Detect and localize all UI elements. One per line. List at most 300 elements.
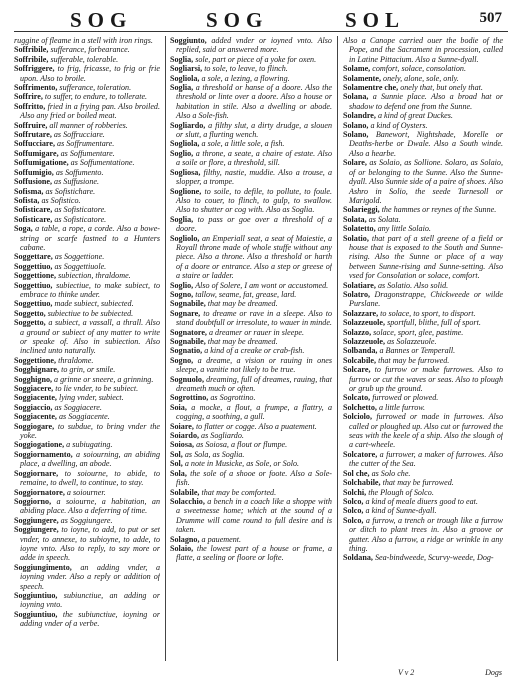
dictionary-entry [343,309,503,318]
entry-headword: Sol, [170,459,183,469]
entry-headword: Soggiuntiuo, [14,609,58,619]
entry-headword: Sogliarsi, [170,64,203,74]
dictionary-entry [343,121,503,130]
entry-definition: as Sogrottino. [210,393,256,403]
entry-definition: a subiugating. [66,440,113,450]
running-head-center: SOG [206,8,269,32]
dictionary-entry [343,36,503,64]
entry-definition: that part of a stell greene of a field or house that is exposed to the South and Sunne-rising. Also the Sunne or place of a way between Sunne-rising and Sunne-setting. Also vsed for Consolation or solace, comfort. [349,233,503,281]
entry-headword: Solagno, [170,534,200,544]
dictionary-entry [343,130,503,158]
entry-definition: a pauement. [201,534,242,544]
entry-definition: that may be comforted. [201,487,277,497]
dictionary-entry [14,488,160,497]
entry-definition: subiectiue to be subiected. [47,308,134,318]
dictionary-entry [170,55,332,64]
dictionary-entry [14,403,160,412]
dictionary-entry [343,215,503,224]
entry-headword: Soglione, [170,186,202,196]
dictionary-entry [343,224,503,233]
dictionary-entry [14,149,160,158]
dictionary-entry [170,36,332,55]
entry-definition: the sole of a shooe or foote. Also a Sole-fish. [176,468,332,488]
entry-headword: Solata, [343,214,367,224]
entry-definition: sufferance, forbearance. [50,45,130,55]
entry-definition: a kind of a creake or crab-fish. [204,346,305,356]
dictionary-entry [170,459,332,468]
dictionary-entry [170,309,332,328]
dictionary-entry [170,497,332,535]
entry-headword: Solabile, [170,487,200,497]
entry-definition: to pass or goe over a threshold of a doore. [176,214,332,234]
entry-definition: a kind of great Duckes. [377,111,453,121]
entry-headword: Sol che, [343,468,370,478]
entry-definition: Dragonstrappe, Chickweede or wilde Purslane. [349,289,503,309]
entry-headword: Solandre, [343,111,376,121]
entry-headword: Soffusione, [14,177,53,187]
entry-headword: Solchi, [343,487,367,497]
entry-headword: Soga, [14,224,33,234]
entry-headword: Sognabile, [170,299,206,309]
entry-headword: Soiardo, [170,431,200,441]
dictionary-entry [14,422,160,441]
entry-definition: thraldome. [58,355,94,365]
entry-headword: Sola, [170,468,187,478]
entry-definition: as Soggiacente. [58,412,110,422]
dictionary-entry [170,375,332,394]
dictionary-entry [14,450,160,469]
entry-headword: Soggiornatore, [14,487,65,497]
entry-headword: Soggiogatione, [14,440,65,450]
dictionary-entry [14,102,160,121]
entry-definition: that may be dreamed. [207,299,278,309]
entry-definition: to subdue, to bring vnder the yoke. [20,421,160,441]
entry-definition: a Bannes or Temperall. [379,346,456,356]
entry-definition: a little furrow. [378,402,426,412]
dictionary-entry [14,121,160,130]
column-1 [14,36,160,666]
dictionary-entry [170,422,332,431]
entry-definition: the subiunctiue, ioyning or adding vnder of a verbe. [20,609,160,629]
dictionary-entry [170,328,332,337]
dictionary-entry [343,506,503,515]
entry-definition: a soiourne, a habitation, an abiding place. Also a deferring of time. [20,496,160,516]
entry-headword: Solatiare, [343,280,376,290]
dictionary-entry [343,393,503,402]
dictionary-entry [14,591,160,610]
entry-headword: Solazzo, [343,327,372,337]
entry-definition: sole, part or piece of a yoke for oxen. [195,54,317,64]
entry-definition: furrowed or plowed. [372,393,439,403]
dictionary-entry [14,224,160,252]
entry-definition: an adding vnder, a ioyning vnder. Also a reply or addition of speech. [20,562,160,591]
entry-headword: Solco, [343,515,364,525]
dictionary-entry [14,281,160,300]
entry-definition: made subiect, subiected. [54,299,134,309]
dictionary-entry [170,299,332,308]
entry-definition: fried in a frying pan. Also broiled. Also any fried or boiled meat. [20,101,160,121]
entry-headword: Sogghignare, [14,365,60,375]
dictionary-entry [170,64,332,73]
dictionary-entry [14,610,160,629]
entry-definition: subiunctiue, an adding or ioyning vnto. [20,590,160,610]
column-2 [170,36,332,666]
entry-headword: Solco, [343,506,364,516]
dictionary-entry [343,337,503,346]
signature-mark: V v 2 [398,668,415,677]
entry-definition: lying vnder, subiect. [58,393,124,403]
entry-definition: any little Solaio. [377,224,431,234]
dictionary-entry [14,365,160,374]
entry-headword: Soiare, [170,421,194,431]
dictionary-entry [14,36,160,45]
entry-definition: as Soggettione. [54,252,105,262]
entry-headword: Soffumigio, [14,167,54,177]
dictionary-entry [14,412,160,421]
entry-headword: Solarieggi, [343,205,380,215]
entry-definition: a kind of Oysters. [370,120,428,130]
dictionary-entry [343,365,503,393]
entry-definition: a throne, a seate, a chaire of estate. Also a soile or flore, a threshold, sill. [176,148,332,168]
dictionary-entry [14,187,160,196]
entry-headword: Solcare, [343,365,371,375]
dictionary-entry [14,139,160,148]
entry-headword: Sogliola, [170,73,200,83]
entry-definition: comfort, solace, consolation. [372,64,466,74]
entry-definition: Sea-bindweede, Scurvy-weede, Dog- [374,553,494,563]
dictionary-entry [14,64,160,83]
entry-definition: as Solatio. Also solid. [377,280,449,290]
dictionary-entry [14,168,160,177]
dictionary-entry [170,440,332,449]
entry-headword: Sognatore, [170,327,207,337]
entry-headword: Soggiungere, [14,515,59,525]
dictionary-entry [343,469,503,478]
dictionary-entry [14,393,160,402]
entry-headword: Solcatore, [343,449,378,459]
entry-definition: a kind of Sunne-dyall. [365,506,437,516]
entry-headword: Sogliola, [170,139,200,149]
entry-headword: Solbanda, [343,346,378,356]
entry-definition: the lowest part of a house or frame, a flatte, a seeling or floore or lofte. [176,543,332,563]
entry-definition: as Soffrumentare. [57,139,115,149]
entry-headword: Solana, [343,92,369,102]
entry-headword: Solame, [343,64,371,74]
entry-definition: onely that, but onely that. [400,83,483,93]
dictionary-entry [170,393,332,402]
dictionary-entry [343,516,503,554]
entry-headword: Soffrutare, [14,130,52,140]
entry-definition: to suffer, to endure, to tollerate. [44,92,148,102]
column-divider [337,36,338,661]
dictionary-entry [14,177,160,186]
entry-headword: Soggettione, [14,271,57,281]
entry-definition: a Sunnie place. Also a broad hat or shadow to defend one from the Sunne. [349,92,503,111]
entry-headword: Soggiungere, [14,525,59,535]
entry-headword: Soggiogare, [14,421,55,431]
dictionary-entry [343,318,503,327]
dictionary-entry [14,83,160,92]
entry-definition: as Solo che. [371,468,411,478]
dictionary-entry [170,74,332,83]
header-rule [14,31,508,32]
dictionary-entry [170,121,332,140]
entry-headword: Sofisma, [14,186,44,196]
entry-definition: filthy, nastie, muddie. Also a trouse, a slopper, a trompe. [176,167,332,187]
dictionary-entry [170,544,332,563]
entry-definition: sufferance, toleration. [59,83,132,93]
entry-definition: the hammes or reynes of the Sunne. [381,205,497,215]
entry-definition: a filthy slut, a dirty drudge, a slouen or slutt, a flurting wench. [176,120,332,140]
entry-headword: Solatetto, [343,224,376,234]
entry-headword: Soggiornare, [14,468,59,478]
entry-headword: Solciolo, [343,412,373,422]
entry-headword: Sogno, [170,289,194,299]
entry-definition: to sole, to leave, to flinch. [204,64,288,74]
dictionary-entry [170,469,332,488]
dictionary-entry [170,281,332,290]
dictionary-entry [170,450,332,459]
dictionary-entry [343,346,503,355]
entry-definition: to furrow or make furrowes. Also to furrow or cut the waves or seas. Also to plough or grub up the ground. [349,365,503,394]
dictionary-entry [14,55,160,64]
dictionary-entry [343,64,503,73]
entry-headword: Sogliosa, [170,167,201,177]
entry-definition: as Sofisticatore. [54,214,107,224]
entry-headword: Sol, [170,449,183,459]
entry-definition: to ioyne, to add, to put or set vnder, to annexe, to subioyne, to adde, to ioyne vnto. Also to reply, to say more or adde in speech. [20,525,160,563]
dictionary-entry [170,431,332,440]
entry-headword: Solaio, [170,543,194,553]
entry-definition: that may be furrowed. [378,355,450,365]
entry-definition: tallow, seame, fat, grease, lard. [195,289,297,299]
dictionary-entry [343,553,503,562]
entry-headword: Soggiacente, [14,412,57,422]
entry-definition: as Soiosa, a flout or flumpe. [196,440,288,450]
entry-headword: Sognare, [170,308,201,318]
entry-headword: Sogno, [170,355,194,365]
dictionary-entry [343,488,503,497]
entry-headword: Soffrire, [14,92,43,102]
entry-definition: Banewort, Nightshade, Morelle or Deaths-herbe or Dwale. Also a South winde. Also a hearbe. [349,130,503,158]
entry-headword: Solchabile, [343,478,381,488]
entry-definition: to lie vnder, to be subiect. [55,384,139,394]
entry-definition: as Solaio, as Sollione. Solaro, as Solaio, of or belonging to the Sunne. Also the Sunne-dyall. Also Sunnie side of a paire of shoes. Also Ashro in Solio, the seede Turnesoll or Marigold. [349,158,503,205]
entry-definition: to soiourne, to abide, to remaine, to dwell, to continue, to stay. [20,468,160,488]
dictionary-entry [14,130,160,139]
dictionary-entry [343,205,503,214]
entry-definition: as Soffumentatione. [70,158,135,168]
entry-headword: Sognuolo, [170,374,204,384]
entry-definition: a soiourner. [66,487,106,497]
entry-headword: Soggiuntiuo, [14,590,58,600]
entry-headword: Soggiacere, [14,384,54,394]
entry-definition: to soile, to defile, to pollute, to foule. Also to couer, to flinch, to gulp, to swallow. Also to shutter or cog with. Also as Soglia. [176,186,332,215]
dictionary-entry [14,516,160,525]
entry-headword: Soggettiuo, [14,280,53,290]
dictionary-entry [343,158,503,205]
entry-headword: Soglia, [170,83,194,93]
entry-headword: Soffritto, [14,101,46,111]
dictionary-entry [14,440,160,449]
dictionary-entry [343,234,503,281]
entry-headword: Solazzeuole, [343,337,386,346]
entry-headword: Solazzeuole, [343,318,386,328]
entry-headword: Soffribile, [14,54,49,64]
entry-definition: furrowed or made in furrowes. Also called or ploughed up. Also cut or furrowed the seas with the keele of a ship. Also the slough of a cart-wheele. [349,412,503,450]
page-number: 507 [479,10,502,26]
catchword: Dogs [485,668,502,677]
dictionary-entry [14,469,160,488]
entry-definition: added vnder or ioyned vnto. Also replied, said or answered more. [176,36,332,55]
entry-headword: Solacchio, [170,496,205,506]
entry-definition: as Soggiungere. [60,515,113,525]
dictionary-entry [14,309,160,318]
entry-headword: Soffrimento, [14,83,58,93]
entry-headword: Soggiungimento, [14,562,72,572]
dictionary-entry [14,205,160,214]
running-head-left: SOG [70,8,133,32]
entry-headword: Sofisticare, [14,205,53,215]
dictionary-entry [343,450,503,469]
dictionary-entry [170,290,332,299]
column-divider [165,36,166,661]
entry-definition: a sole, a lezing, a flowring. [201,73,290,83]
entry-headword: Soffumigatione, [14,158,69,168]
entry-definition: subiectiue, to make subiect, to embrace to thinke under. [20,280,160,299]
entry-headword: Soffumigare, [14,148,59,158]
dictionary-entry [170,356,332,375]
entry-definition: as Soffumentare. [60,148,115,158]
dictionary-entry [14,318,160,356]
dictionary-entry [170,139,332,148]
entry-headword: Solco, [343,496,364,506]
entry-definition: a grinne or sneere, a grinning. [54,374,154,384]
entry-definition: as Soggettiuole. [54,261,107,271]
dictionary-entry [170,83,332,121]
entry-headword: Solamentre che, [343,83,399,93]
dictionary-entry [14,375,160,384]
dictionary-entry [170,215,332,234]
entry-headword: Solcato, [343,393,371,403]
entry-headword: Sognabile, [170,337,206,346]
entry-definition: as Suffusione. [54,177,100,187]
entry-headword: Sofista, [14,195,40,205]
entry-definition: a sole, a little sole, a fish. [201,139,285,149]
dictionary-entry [14,45,160,54]
entry-headword: Soffucciare, [14,139,55,149]
entry-headword: Soglio, [170,280,194,290]
entry-headword: Soggiorno, [14,496,52,506]
dictionary-entry [343,74,503,83]
entry-definition: a mocke, a flout, a frumpe, a flattry, a cogging, a soothing, a gull. [176,402,332,422]
entry-definition: to frig, fricasse, to frig or frie upon. Also to broile. [20,64,160,83]
entry-definition: onely, alone, sole, only. [383,73,459,83]
dictionary-entry [343,83,503,92]
entry-headword: Soggetto, [14,308,46,318]
entry-definition: as Sofisticatore. [54,205,107,215]
dictionary-entry [14,299,160,308]
dictionary-entry [14,271,160,280]
dictionary-entry [14,215,160,224]
entry-definition: as Soffrucciare. [53,130,105,140]
entry-definition: that may be dreamed. [207,337,278,346]
dictionary-entry [14,158,160,167]
entry-headword: Soldana, [343,553,373,563]
dictionary-entry [170,346,332,355]
dictionary-entry [170,187,332,215]
entry-definition: Also of Solere, I am wont or accustomed. [195,280,329,290]
entry-headword: Soggettare, [14,252,53,262]
entry-headword: Soffruire, [14,120,48,130]
entry-headword: Soggiaccio, [14,402,53,412]
dictionary-entry [170,488,332,497]
dictionary-entry [170,149,332,168]
entry-definition: sportfull, blithe, full of sport. [387,318,481,328]
entry-definition: as Solazzeuole. [387,337,437,346]
entry-headword: Soglio, [170,148,194,158]
entry-definition: ruggine of fleame in a stell with iron rings. [14,36,153,45]
entry-headword: Soggiornamento, [14,449,73,459]
dictionary-entry [170,403,332,422]
entry-definition: to solace, to sport, to disport. [380,308,476,318]
dictionary-entry [343,92,503,111]
dictionary-entry [14,196,160,205]
entry-definition: a soiourning, an abiding place, a dwelling, an abode. [20,449,160,469]
dictionary-entry [343,356,503,365]
entry-definition: a dreame, a vision or rauing in ones sleepe, a vanitie not likely to be true. [176,355,332,375]
entry-headword: Soggettione, [14,355,57,365]
dictionary-entry [14,262,160,271]
entry-headword: Solchetto, [343,402,377,412]
dictionary-entry [343,478,503,487]
entry-headword: Soggettiuo, [14,299,53,309]
dictionary-entry [343,290,503,309]
entry-headword: Soia, [170,402,187,412]
entry-definition: as Soffumento. [55,167,104,177]
entry-headword: Sognatio, [170,346,203,356]
column-3 [343,36,503,666]
entry-headword: Soiosa, [170,440,195,450]
entry-headword: Soggetto, [14,318,46,328]
entry-headword: Sogghigno, [14,374,53,384]
entry-definition: solace, sport, glee, pastime. [373,327,464,337]
entry-definition: all manner of robberies. [49,120,128,130]
dictionary-entry [343,281,503,290]
dictionary-entry [170,535,332,544]
entry-definition: Also a Canope carried ouer the bodie of the Pope, and the Sacrament in procession, called in Latine Pittacium. Also a Sunne-dyall. [343,36,503,64]
entry-definition: a table, a rope, a corde. Also a bowe-string or scarfe fastned to a Hunters cabane. [20,224,160,252]
entry-definition: a dreamer or rauer in sleepe. [208,327,304,337]
entry-definition: a note in Musicke, as Sole, or Solo. [184,459,300,469]
entry-headword: Solazzare, [343,308,379,318]
entry-headword: Solare, [343,158,367,168]
dictionary-entry [170,337,332,346]
entry-headword: Sogrottino, [170,393,209,403]
dictionary-entry [14,563,160,591]
entry-headword: Sofisticare, [14,214,53,224]
entry-headword: Soglia, [170,54,194,64]
dictionary-entry [14,525,160,563]
dictionary-entry [343,111,503,120]
dictionary-entry [14,384,160,393]
entry-definition: to flatter or cogge. Also a puatement. [195,421,317,431]
dictionary-entry [343,412,503,450]
dictionary-entry [343,497,503,506]
entry-headword: Solamente, [343,73,381,83]
entry-definition: as Soggiacere. [54,402,102,412]
entry-definition: dreaming, full of dreames, rauing, that dreameth much or often. [176,374,332,394]
